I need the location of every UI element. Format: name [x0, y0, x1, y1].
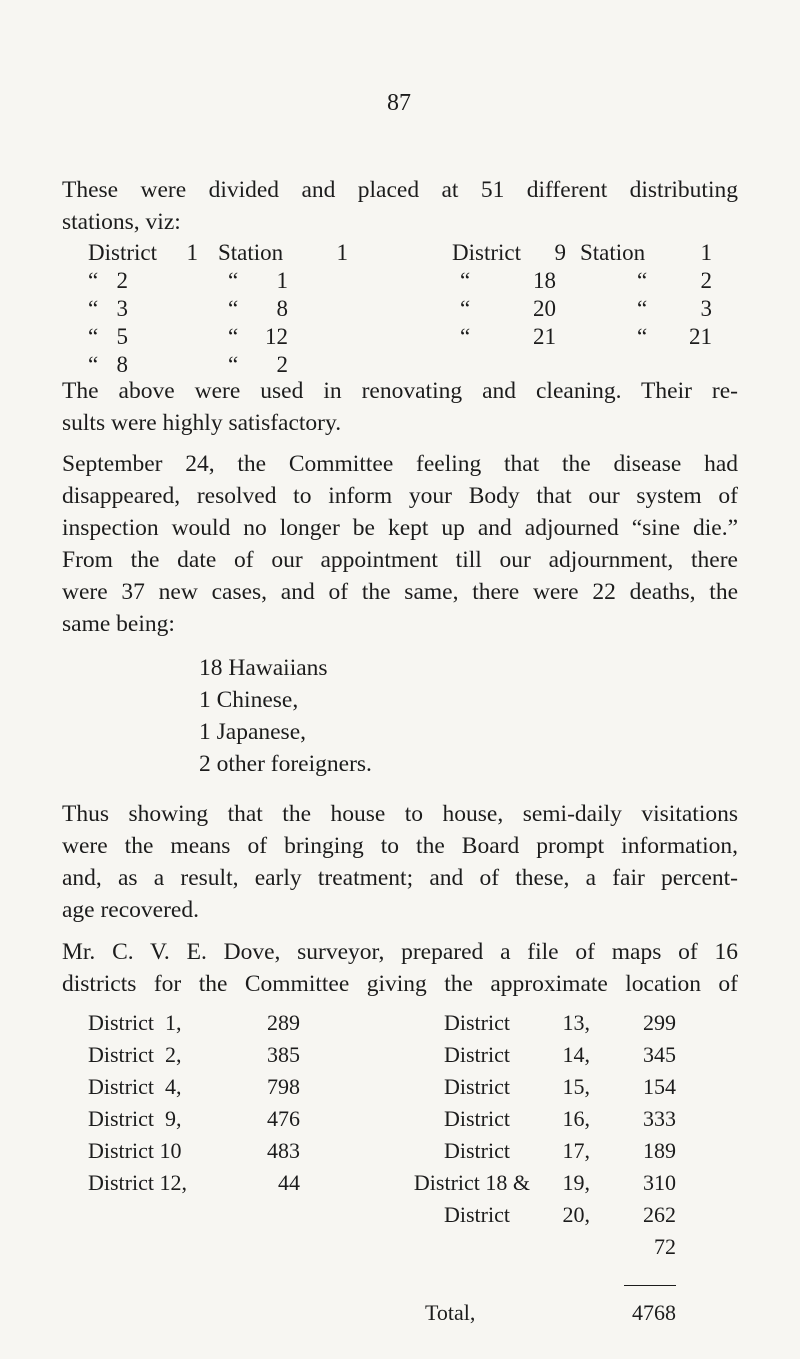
district-cell: District 4,	[88, 1074, 182, 1099]
table-row-value	[220, 1170, 300, 1196]
ditto-mark: “	[88, 352, 99, 377]
september-paragraph	[62, 448, 738, 640]
ditto-mark: “	[228, 352, 239, 377]
district-label: District	[452, 240, 521, 265]
station-count: 2	[276, 352, 288, 377]
total-label: Total,	[425, 1300, 476, 1325]
station-label: Station	[218, 240, 284, 265]
station-count: 1	[336, 240, 348, 265]
text-line: age recovered.	[62, 897, 199, 923]
table-row	[88, 1042, 182, 1068]
value-cell: 310	[643, 1170, 676, 1195]
district-number: 13,	[562, 1010, 590, 1035]
district-cell: District	[444, 1010, 510, 1035]
table-row	[452, 295, 732, 323]
district-cell: District 10	[88, 1138, 182, 1163]
maps-paragraph	[62, 936, 738, 1000]
district-number: 1	[186, 240, 198, 265]
district-label: District	[88, 240, 157, 265]
text-line: September 24, the Committee feeling that the disease had	[62, 451, 738, 477]
station-count: 1	[700, 240, 712, 265]
text-line: stations, viz:	[62, 209, 181, 235]
ditto-mark: “	[228, 268, 239, 293]
value-cell: 333	[643, 1106, 676, 1131]
value-cell: 262	[643, 1202, 676, 1227]
value-cell: 798	[267, 1074, 300, 1099]
visitations-paragraph	[62, 798, 738, 926]
table-row-value	[220, 1074, 300, 1100]
text-line: These were divided and placed at 51 different distributing	[62, 177, 738, 203]
district-number: 8	[116, 352, 128, 377]
text-line: districts for the Committee giving the approximate location of	[62, 971, 738, 997]
district-cell: District	[444, 1138, 510, 1163]
ditto-mark: “	[460, 296, 471, 321]
table-row-value	[220, 1138, 300, 1164]
table-row	[88, 1106, 182, 1132]
table-row	[88, 1074, 182, 1100]
table-row	[88, 1138, 182, 1164]
ditto-mark: “	[228, 296, 239, 321]
table-row	[88, 1170, 187, 1196]
district-number: 2	[116, 268, 128, 293]
list-item: 1 Japanese,	[199, 719, 307, 745]
ditto-mark: “	[637, 324, 648, 349]
district-number: 15,	[562, 1074, 590, 1099]
value-cell: 345	[643, 1042, 676, 1067]
ditto-mark: “	[228, 324, 239, 349]
district-cell: District 12,	[88, 1170, 187, 1195]
stations-table-right	[452, 239, 732, 351]
sum-rule	[624, 1285, 676, 1286]
station-count: 8	[276, 296, 288, 321]
district-number: 5	[116, 324, 128, 349]
value-cell: 154	[643, 1074, 676, 1099]
value-cell: 189	[643, 1138, 676, 1163]
table-row-value	[220, 1106, 300, 1132]
district-number: 18	[533, 268, 556, 293]
renovating-paragraph	[62, 375, 738, 439]
value-cell: 385	[267, 1042, 300, 1067]
page-number: 87	[387, 90, 411, 116]
text-line: were the means of bringing to the Board prompt information,	[62, 833, 738, 859]
value-cell: 299	[643, 1010, 676, 1035]
table-row	[88, 267, 348, 295]
district-cell: District	[444, 1074, 510, 1099]
casualties-list	[199, 652, 372, 780]
district-number: 14,	[562, 1042, 590, 1067]
value-cell: 476	[267, 1106, 300, 1131]
ditto-mark: “	[460, 268, 471, 293]
station-count: 2	[700, 268, 712, 293]
ditto-mark: “	[637, 296, 648, 321]
text-line: Thus showing that the house to house, semi-daily visitations	[62, 801, 738, 827]
total-value: 4768	[632, 1300, 676, 1325]
list-item: 2 other foreigners.	[199, 751, 372, 777]
ditto-mark: “	[637, 268, 648, 293]
district-number: 20,	[562, 1202, 590, 1227]
stations-table-left	[88, 239, 348, 379]
district-number: 17,	[562, 1138, 590, 1163]
text-line: Mr. C. V. E. Dove, surveyor, prepared a file of maps of 16	[62, 939, 738, 965]
text-line: disappeared, resolved to inform your Body that our system of	[62, 483, 738, 509]
text-line: From the date of our appointment till our adjournment, there	[62, 547, 738, 573]
table-row-value	[220, 1042, 300, 1068]
text-line: were 37 new cases, and of the same, there were 22 deaths, the	[62, 579, 738, 605]
district-number: 3	[116, 296, 128, 321]
ditto-mark: “	[88, 296, 99, 321]
ditto-mark: “	[88, 324, 99, 349]
list-item: 1 Chinese,	[199, 687, 299, 713]
district-number: 9	[554, 240, 566, 265]
table-row	[88, 323, 348, 351]
text-line: same being:	[62, 611, 175, 637]
table-row	[452, 239, 732, 267]
station-count: 3	[700, 296, 712, 321]
value-cell: 44	[278, 1170, 300, 1195]
table-row	[452, 267, 732, 295]
value-cell: 483	[267, 1138, 300, 1163]
district-number: 21	[533, 324, 556, 349]
district-cell: District 2,	[88, 1042, 182, 1067]
district-number: 19,	[562, 1170, 590, 1195]
district-number: 20	[533, 296, 556, 321]
district-cell: District	[444, 1042, 510, 1067]
intro-paragraph	[62, 174, 738, 238]
ditto-mark: “	[460, 324, 471, 349]
text-line: The above were used in renovating and cleaning. Their re-	[62, 378, 738, 404]
value-cell: 72	[654, 1234, 676, 1259]
list-item: 18 Hawaiians	[199, 655, 328, 681]
ditto-mark: “	[88, 268, 99, 293]
station-count: 21	[689, 324, 712, 349]
table-row-value	[220, 1010, 300, 1036]
station-label: Station	[580, 240, 646, 265]
station-count: 1	[276, 268, 288, 293]
district-cell: District	[444, 1202, 510, 1227]
text-line: inspection would no longer be kept up and adjourned “sine die.”	[62, 515, 738, 541]
district-cell: District 18 &	[413, 1170, 530, 1195]
district-number: 16,	[562, 1106, 590, 1131]
district-cell: District 9,	[88, 1106, 182, 1131]
table-row	[452, 323, 732, 351]
table-row	[88, 239, 348, 267]
station-count: 12	[265, 324, 288, 349]
district-cell: District	[444, 1106, 510, 1131]
table-row	[88, 295, 348, 323]
text-line: sults were highly satisfactory.	[62, 410, 342, 436]
value-cell: 289	[267, 1010, 300, 1035]
text-line: and, as a result, early treatment; and of these, a fair percent-	[62, 865, 738, 891]
table-row	[88, 1010, 182, 1036]
district-cell: District 1,	[88, 1010, 182, 1035]
